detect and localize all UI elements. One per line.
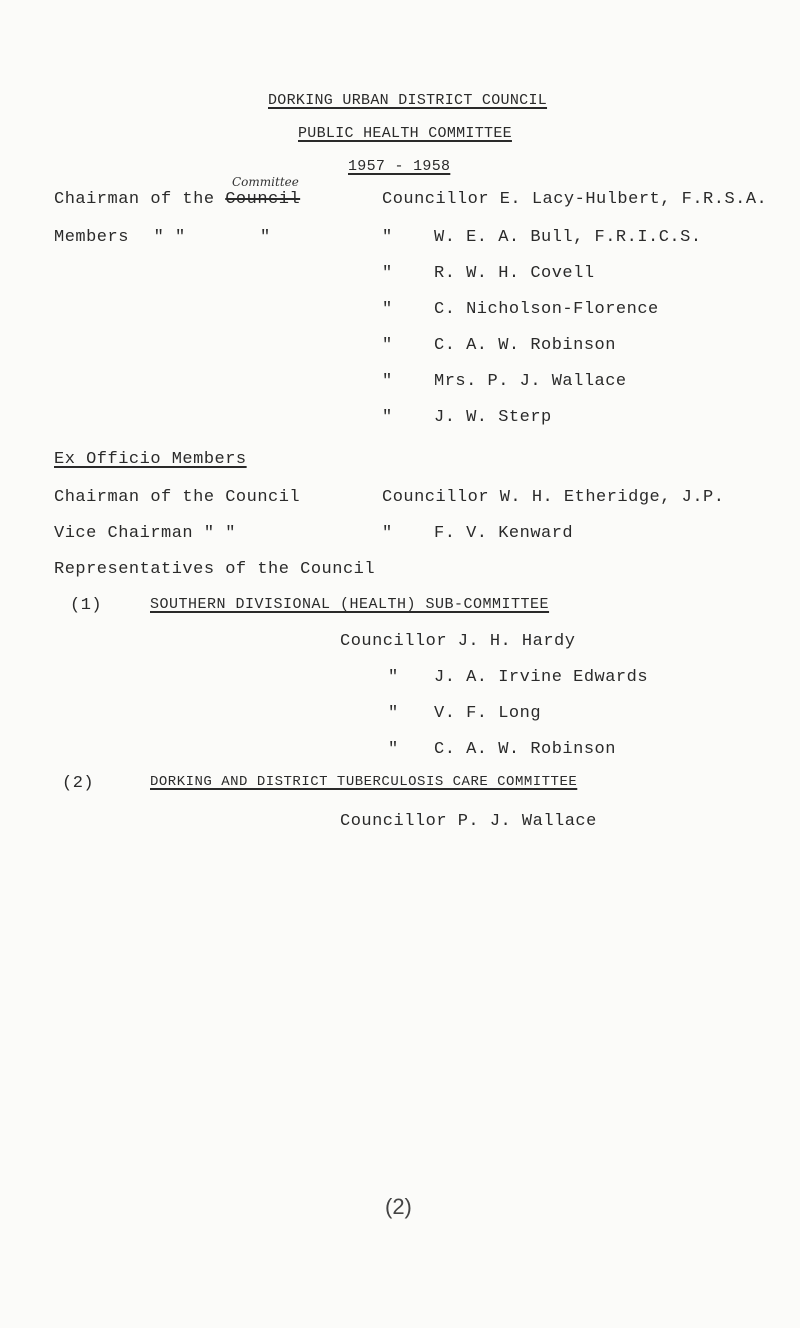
page-number: (2) bbox=[385, 1194, 412, 1219]
ex-officio-vice-ditto: " bbox=[382, 524, 393, 543]
list-item: " bbox=[382, 408, 393, 427]
sub1-first-member: Councillor J. H. Hardy bbox=[340, 632, 576, 651]
council-title: DORKING URBAN DISTRICT COUNCIL bbox=[268, 92, 548, 109]
committee-years: 1957 - 1958 bbox=[348, 158, 451, 175]
ex-officio-heading: Ex Officio Members bbox=[54, 450, 247, 469]
representatives-heading: Representatives of the Council bbox=[54, 560, 376, 579]
sub1-member-3: V. F. Long bbox=[434, 704, 542, 723]
members-label-text: Members bbox=[54, 228, 129, 247]
chairman-label-struck: Council bbox=[225, 190, 301, 209]
sub1-ditto-3: " bbox=[388, 740, 399, 759]
sub1-ditto-1: " bbox=[388, 668, 399, 687]
list-item: C. A. W. Robinson bbox=[434, 336, 616, 355]
ex-officio-vice-label: Vice Chairman " " bbox=[54, 524, 236, 543]
list-item: " bbox=[382, 264, 393, 283]
list-item: " bbox=[382, 300, 393, 319]
handwritten-correction: Committee bbox=[232, 175, 299, 189]
sub2-title: DORKING AND DISTRICT TUBERCULOSIS CARE COMMITTEE bbox=[150, 774, 578, 790]
list-item: Mrs. P. J. Wallace bbox=[434, 372, 627, 391]
sub1-title: SOUTHERN DIVISIONAL (HEALTH) SUB-COMMITTEE bbox=[150, 596, 550, 613]
sub1-member-2: J. A. Irvine Edwards bbox=[434, 668, 649, 687]
sub1-member-4: C. A. W. Robinson bbox=[434, 740, 616, 759]
ex-officio-chairman-label: Chairman of the Council bbox=[54, 488, 301, 507]
members-label bbox=[54, 228, 186, 247]
sub2-number: (2) bbox=[62, 774, 95, 793]
sub2-member: Councillor P. J. Wallace bbox=[340, 812, 597, 831]
members-ditto-col3: " bbox=[260, 228, 271, 247]
list-item: " bbox=[382, 336, 393, 355]
ex-officio-vice-name: F. V. Kenward bbox=[434, 524, 574, 543]
ex-officio-chairman-name: Councillor W. H. Etheridge, J.P. bbox=[382, 488, 725, 507]
sub1-ditto-2: " bbox=[388, 704, 399, 723]
committee-title: PUBLIC HEALTH COMMITTEE bbox=[298, 125, 512, 142]
list-item: J. W. Sterp bbox=[434, 408, 552, 427]
chairman-label bbox=[54, 190, 300, 209]
list-item: C. Nicholson-Florence bbox=[434, 300, 659, 319]
list-item: R. W. H. Covell bbox=[434, 264, 595, 283]
list-item: W. E. A. Bull, F.R.I.C.S. bbox=[434, 228, 702, 247]
list-item: " bbox=[382, 228, 393, 247]
chairman-name: Councillor E. Lacy-Hulbert, F.R.S.A. bbox=[382, 190, 768, 209]
chairman-label-prefix: Chairman of the bbox=[54, 190, 215, 209]
members-ditto: " " bbox=[153, 228, 186, 247]
sub1-number: (1) bbox=[70, 596, 103, 615]
list-item: " bbox=[382, 372, 393, 391]
